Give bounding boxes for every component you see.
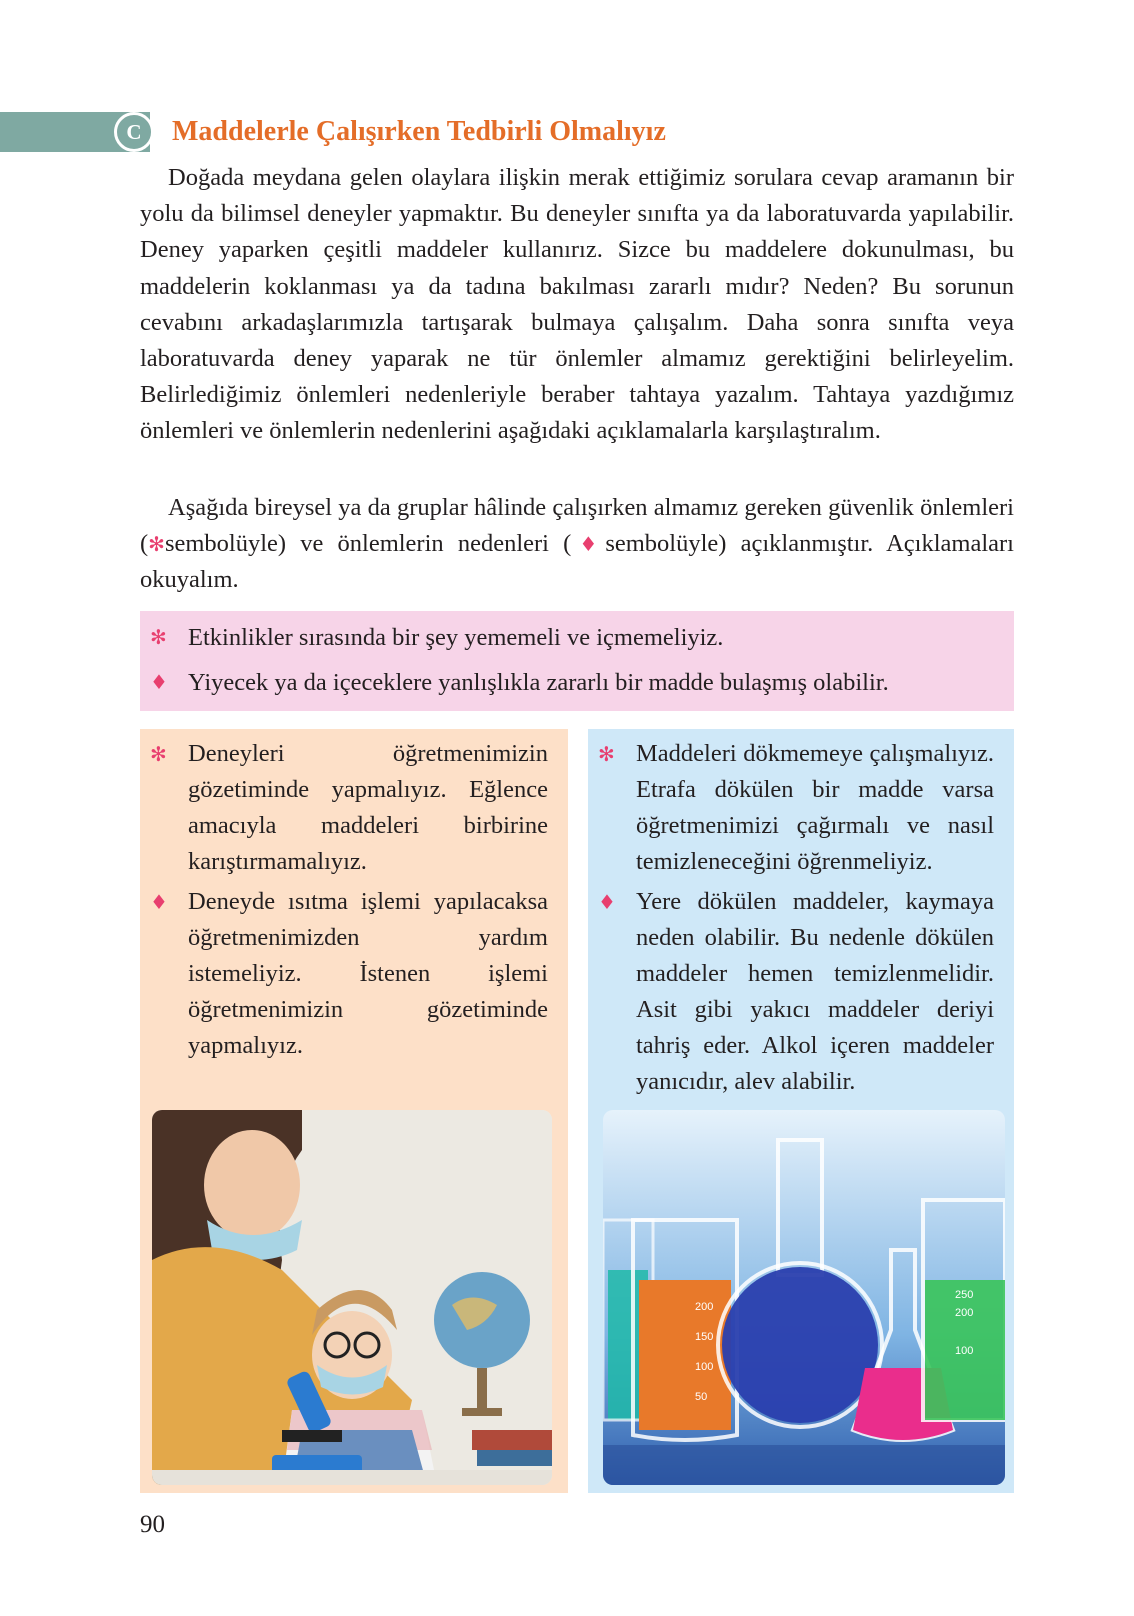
list-item bbox=[150, 736, 548, 880]
precaution-icon: ✻ bbox=[150, 742, 167, 766]
beaker-label: 200 bbox=[695, 1301, 714, 1313]
beaker-label: 100 bbox=[695, 1361, 714, 1373]
section-letter-badge: C bbox=[114, 112, 154, 152]
precaution-text: Etkinlikler sırasında bir şey yememeli ve içmemeliyiz. bbox=[188, 624, 724, 651]
lab-glassware-photo bbox=[603, 1110, 1005, 1485]
reason-text: Yere dökülen maddeler, kaymaya neden olabilir. Bu nedenle dökülen maddeler hemen temizlenmelidir. Asit gibi yakıcı maddeler deriyi tahriş eder. Alkol içeren maddeler yanıcıdır, alev alabilir. bbox=[636, 888, 994, 1095]
reason-icon: ♦ bbox=[598, 890, 616, 914]
reason-text: Deneyde ısıtma işlemi yapılacaksa öğretmenimizden yardım istemeliyiz. İstenen işlemi öğretmenimizin gözetiminde yapmalıyız. bbox=[188, 888, 548, 1059]
list-item bbox=[598, 736, 994, 880]
section-title: Maddelerle Çalışırken Tedbirli Olmalıyız bbox=[172, 116, 666, 147]
page-number: 90 bbox=[140, 1511, 165, 1538]
list-item bbox=[150, 660, 1014, 705]
reason-icon: ♦ bbox=[150, 670, 168, 694]
beaker-label: 250 bbox=[955, 1289, 974, 1301]
precaution-text: Maddeleri dökmemeye çalışmalıyız. Etrafa dökülen bir madde varsa öğretmenimizi çağırmalı ve nasıl temizleneceğini öğrenmeliyiz. bbox=[636, 740, 994, 875]
reason-symbol-icon: ♦ bbox=[571, 532, 606, 557]
reason-icon: ♦ bbox=[150, 890, 168, 914]
list-item bbox=[598, 884, 994, 1100]
blue-liquid-flask bbox=[722, 1267, 878, 1423]
symbols-paragraph bbox=[140, 490, 1014, 599]
teacher-student-microscope-photo bbox=[152, 1110, 552, 1485]
beaker-label: 50 bbox=[695, 1391, 708, 1403]
food-drink-rule-box bbox=[140, 611, 1014, 711]
list-item bbox=[150, 884, 548, 1064]
beaker-label: 100 bbox=[955, 1345, 974, 1357]
symbols-paragraph-part-2: sembolüyle) ve önlemlerin nedenleri ( bbox=[164, 530, 572, 558]
precaution-text: Deneyleri öğretmenimizin gözetiminde yapmalıyız. Eğlence amacıyla maddeleri birbirine karıştırmamalıyız. bbox=[188, 740, 548, 875]
symbols-paragraph-part-3: sembolüyle) açıklanmıştır. Açıklamaları okuyalım. bbox=[140, 530, 1014, 594]
precaution-icon: ✻ bbox=[598, 742, 615, 766]
intro-paragraph: Doğada meydana gelen olaylara ilişkin merak ettiğimiz sorulara cevap aramanın bir yolu da bilimsel deneyler yapmaktır. Bu deneyler sınıfta ya da laboratuvarda yapılabilir. Deney yaparken çeşitli maddeler kullanırız. Sizce bu maddelere dokunulması, bu maddelerin koklanması ya da tadına bakılması zararlı mıdır? Neden? Bu sorunun cevabını arkadaşlarımızla tartışarak bulmaya çalışalım. Daha sonra sınıfta veya laboratuvarda deney yaparak ne tür önlemler almamız gerektiğini belirleyelim. Belirlediğimiz önlemleri nedenleriyle beraber tahtaya yazalım. Tahtaya yazdığımız önlemleri ve önlemlerin nedenlerini aşağıdaki açıklamalarla karşılaştıralım. bbox=[140, 164, 1014, 445]
reason-text: Yiyecek ya da içeceklere yanlışlıkla zararlı bir madde bulaşmış olabilir. bbox=[188, 669, 889, 696]
precaution-icon: ✻ bbox=[150, 625, 167, 649]
beaker-label: 150 bbox=[695, 1331, 714, 1343]
symbols-paragraph-part-1: Aşağıda bireysel ya da gruplar hâlinde çalışırken almamız gereken güvenlik önlemleri ( bbox=[140, 494, 1014, 558]
list-item bbox=[150, 615, 1014, 660]
beaker-label: 200 bbox=[955, 1307, 974, 1319]
precaution-symbol-icon: ✻ bbox=[148, 532, 165, 557]
